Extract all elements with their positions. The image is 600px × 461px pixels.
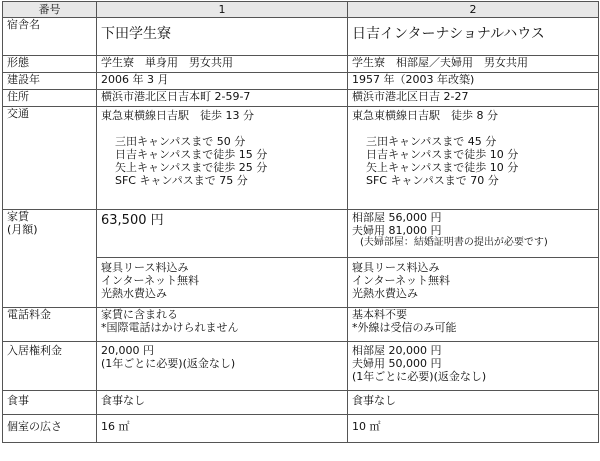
row-label-room-size: 個室の広さ (3, 415, 97, 443)
phone-2 (348, 308, 599, 342)
row-label-rent (3, 210, 97, 308)
entry-fee-2-couple: 夫婦用 50,000 円 (352, 357, 442, 370)
phone-1-line-2: *国際電話はかけられません (101, 321, 239, 334)
transport-2-station: 東急東横線日吉駅 徒歩 8 分 (352, 109, 498, 122)
rent-2-couple: 夫婦用 81,000 円 (352, 224, 442, 237)
meals-2: 食事なし (348, 391, 599, 415)
phone-1-line-1: 家賃に含まれる (101, 308, 178, 321)
rent-1-amount: 63,500 円 (101, 213, 164, 228)
transport-1-hiyoshi: 日吉キャンパスまで徒歩 15 分 (115, 148, 268, 161)
header-col-2: 2 (348, 2, 599, 18)
dorm-name-1: 下田学生寮 (97, 18, 348, 56)
row-label-name: 宿舎名 (3, 18, 97, 56)
built-2: 1957 年（2003 年改築) (348, 73, 599, 90)
rent-2-shared: 相部屋 56,000 円 (352, 211, 442, 224)
transport-1-yagami: 矢上キャンパスまで徒歩 25 分 (115, 161, 268, 174)
room-size-2: 10 ㎡ (348, 415, 599, 443)
address-2: 横浜市港北区日吉 2-27 (348, 90, 599, 107)
phone-2-line-2: *外線は受信のみ可能 (352, 321, 457, 334)
type-2: 学生寮 相部屋／夫婦用 男女共用 (348, 56, 599, 73)
included-2 (348, 258, 599, 308)
row-entry-fee (3, 342, 599, 391)
phone-2-line-1: 基本料不要 (352, 308, 407, 321)
row-address (3, 90, 599, 107)
transport-1-station: 東急東横線日吉駅 徒歩 13 分 (101, 109, 254, 122)
type-1: 学生寮 単身用 男女共用 (97, 56, 348, 73)
entry-fee-1-amount: 20,000 円 (101, 344, 154, 357)
room-size-1: 16 ㎡ (97, 415, 348, 443)
entry-fee-2-shared: 相部屋 20,000 円 (352, 344, 442, 357)
row-label-entry-fee: 入居権利金 (3, 342, 97, 391)
included-1 (97, 258, 348, 308)
row-phone (3, 308, 599, 342)
row-rent (3, 210, 599, 258)
rent-1 (97, 210, 348, 258)
rent-label: 家賃 (7, 210, 29, 223)
entry-fee-1 (97, 342, 348, 391)
address-1: 横浜市港北区日吉本町 2-59-7 (97, 90, 348, 107)
rent-2 (348, 210, 599, 258)
included-1-internet: インターネット無料 (101, 274, 200, 287)
row-label-built: 建設年 (3, 73, 97, 90)
transport-1 (97, 107, 348, 210)
transport-2 (348, 107, 599, 210)
row-dorm-name (3, 18, 599, 56)
transport-1-sfc: SFC キャンパスまで 75 分 (115, 174, 248, 187)
entry-fee-1-note: (1年ごとに必要)(返金なし) (101, 357, 236, 370)
included-1-utilities: 光熱水費込み (101, 287, 167, 300)
row-label-address: 住所 (3, 90, 97, 107)
row-label-transport: 交通 (3, 107, 97, 210)
row-room-size (3, 415, 599, 443)
rent-label-monthly: (月額) (7, 223, 38, 236)
header-label: 番号 (3, 2, 97, 18)
included-1-bedding: 寝具リース料込み (101, 261, 189, 274)
row-label-meals: 食事 (3, 391, 97, 415)
included-2-bedding: 寝具リース料込み (352, 261, 440, 274)
dorm-name-2: 日吉インターナショナルハウス (348, 18, 599, 56)
transport-2-mita: 三田キャンパスまで 45 分 (366, 135, 497, 148)
built-1: 2006 年 3 月 (97, 73, 348, 90)
entry-fee-2 (348, 342, 599, 391)
row-type (3, 56, 599, 73)
row-meals (3, 391, 599, 415)
table-header-row (3, 2, 599, 18)
transport-2-hiyoshi: 日吉キャンパスまで徒歩 10 分 (366, 148, 519, 161)
row-label-type: 形態 (3, 56, 97, 73)
entry-fee-2-note: (1年ごとに必要)(返金なし) (352, 370, 487, 383)
transport-2-yagami: 矢上キャンパスまで徒歩 10 分 (366, 161, 519, 174)
row-label-phone: 電話料金 (3, 308, 97, 342)
dormitory-comparison-table (2, 1, 599, 443)
header-col-1: 1 (97, 2, 348, 18)
included-2-internet: インターネット無料 (352, 274, 451, 287)
transport-2-sfc: SFC キャンパスまで 70 分 (366, 174, 499, 187)
meals-1: 食事なし (97, 391, 348, 415)
row-built (3, 73, 599, 90)
phone-1 (97, 308, 348, 342)
rent-2-note: (夫婦部屋：結婚証明書の提出が必要です) (360, 237, 548, 248)
row-transport (3, 107, 599, 210)
transport-1-mita: 三田キャンパスまで 50 分 (115, 135, 246, 148)
included-2-utilities: 光熱水費込み (352, 287, 418, 300)
